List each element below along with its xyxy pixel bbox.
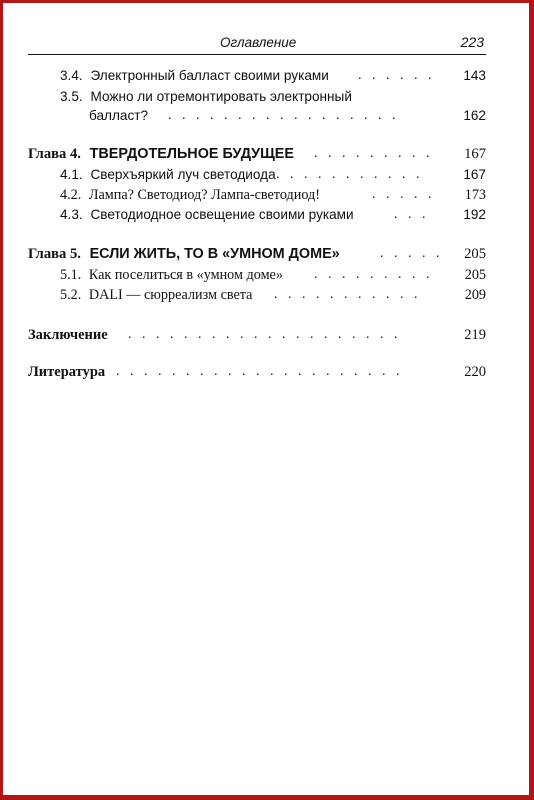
entry-number: 3.4. (60, 68, 83, 83)
entry-page: 173 (464, 187, 486, 203)
entry-page: 143 (463, 68, 486, 83)
toc-entry-3-4[interactable] (28, 65, 486, 87)
entry-title: Литература (28, 364, 106, 380)
entry-title-cont: балласт? (89, 108, 149, 123)
entry-number: 4.3. (60, 207, 83, 222)
dot-leader: . . . . . . . . . (314, 267, 430, 282)
page-number: 223 (460, 34, 484, 50)
chapter-number: Глава 5. (28, 246, 81, 262)
entry-title: DALI — сюрреализм света (88, 287, 253, 303)
dot-leader: . . . . . . . . . . . . . . . . . (168, 108, 396, 123)
entry-page: 167 (464, 146, 486, 162)
dot-leader: . . . . . (380, 246, 440, 261)
entry-title: Можно ли отремонтировать электронный (90, 89, 352, 104)
dot-leader: . . . . . . (358, 68, 432, 83)
entry-page: 209 (464, 287, 486, 303)
entry-page: 219 (464, 327, 486, 343)
toc-literature[interactable] (28, 361, 486, 383)
dot-leader: . . . . . . . . . . . (274, 287, 418, 302)
dot-leader: . . . . . . . . . . . (276, 167, 420, 182)
entry-title: Лампа? Светодиод? Лампа-светодиод! (88, 187, 320, 203)
chapter-number: Глава 4. (28, 146, 81, 162)
entry-page: 205 (464, 246, 486, 262)
entry-number: 3.5. (60, 89, 83, 104)
toc-entry-5-2[interactable] (28, 284, 486, 306)
toc-entry-5-1[interactable] (28, 264, 486, 286)
dot-leader: . . . . . . . . . . . . . . . . . . . . (128, 327, 398, 342)
toc-chapter-4[interactable] (28, 143, 486, 165)
entry-number: 4.1. (60, 167, 83, 182)
running-title: Оглавление (220, 35, 297, 50)
toc-entry-4-1[interactable] (28, 164, 486, 186)
entry-title: Электронный балласт своими руками (90, 68, 329, 83)
chapter-title: ЕСЛИ ЖИТЬ, ТО В «УМНОМ ДОМЕ» (89, 246, 340, 262)
entry-title: Как поселиться в «умном доме» (88, 267, 283, 283)
toc-conclusion[interactable] (28, 324, 486, 346)
running-header (28, 24, 486, 55)
toc-entry-4-2[interactable] (28, 184, 486, 206)
toc-chapter-5[interactable] (28, 243, 486, 265)
entry-title: Заключение (28, 327, 108, 343)
dot-leader: . . . . . (372, 187, 432, 202)
entry-title: Сверхъяркий луч светодиода (90, 167, 276, 182)
entry-page: 192 (463, 207, 486, 222)
toc-entry-4-3[interactable] (28, 204, 486, 226)
dot-leader: . . . (394, 207, 426, 222)
chapter-title: ТВЕРДОТЕЛЬНОЕ БУДУЩЕЕ (89, 146, 294, 162)
toc-entry-3-5-cont[interactable] (28, 105, 486, 127)
entry-page: 205 (464, 267, 486, 283)
entry-page: 167 (463, 167, 486, 182)
dot-leader: . . . . . . . . . (314, 146, 430, 161)
entry-number: 4.2. (60, 187, 82, 203)
entry-title: Светодиодное освещение своими руками (90, 207, 354, 222)
entry-number: 5.1. (60, 267, 82, 283)
dot-leader: . . . . . . . . . . . . . . . . . . . . . (116, 364, 400, 379)
entry-page: 220 (464, 364, 486, 380)
entry-page: 162 (463, 108, 486, 123)
entry-number: 5.2. (60, 287, 82, 303)
